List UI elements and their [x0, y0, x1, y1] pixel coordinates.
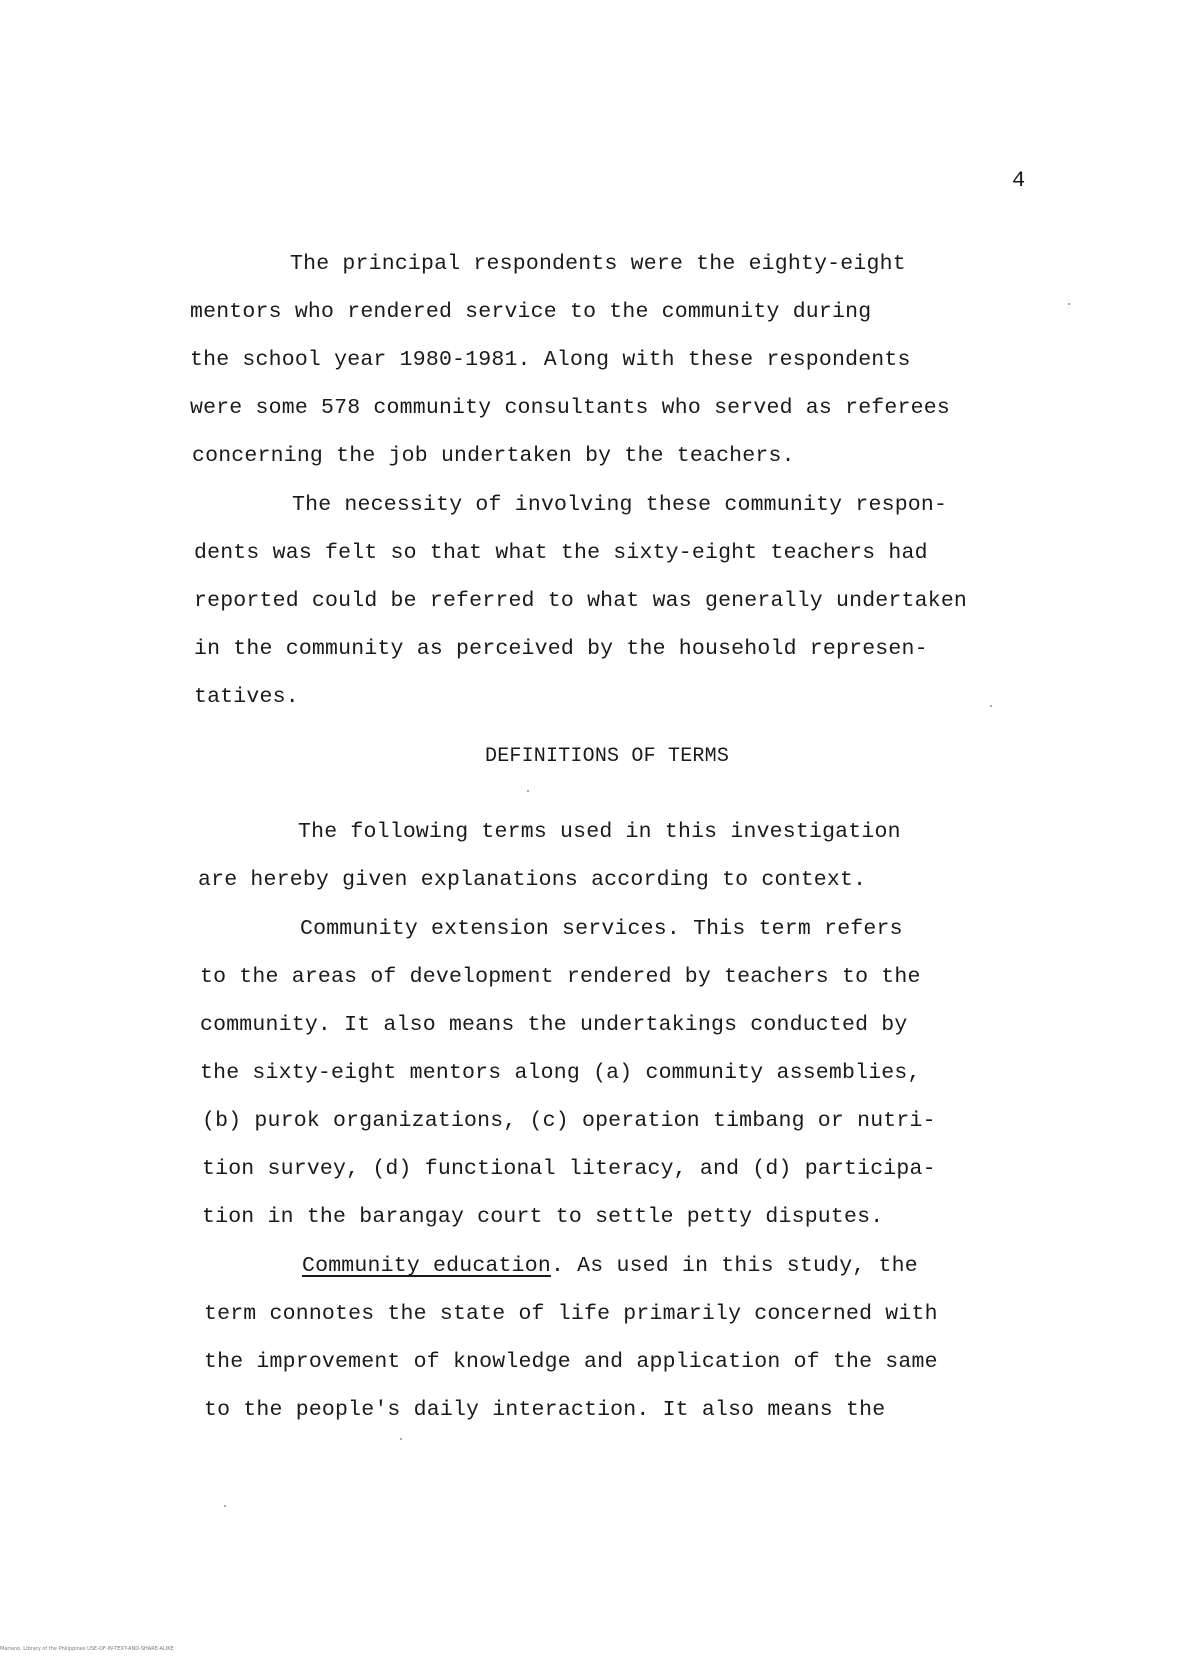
paragraph-2-line-4: in the community as perceived by the household represen-: [194, 637, 928, 661]
page-number: 4: [1012, 168, 1026, 193]
scan-speck: [224, 1505, 226, 1507]
definition-education-line-4: to the people's daily interaction. It also means the: [204, 1398, 886, 1422]
definition-extension-line-6: tion survey, (d) functional literacy, and (d) participa-: [202, 1157, 936, 1181]
definition-extension-first-line: [300, 917, 903, 941]
scan-speck: [527, 790, 529, 792]
paragraph-1-line-3: the school year 1980-1981. Along with these respondents: [190, 348, 911, 372]
term-community-education: Community education: [302, 1254, 551, 1278]
paragraph-1-line-1: The principal respondents were the eighty-eight: [290, 252, 906, 276]
definition-extension-line-7: tion in the barangay court to settle petty disputes.: [202, 1205, 884, 1229]
definitions-intro-line-2: are hereby given explanations according to context.: [198, 868, 867, 892]
definition-extension-line-4: the sixty-eight mentors along (a) community assemblies,: [200, 1061, 921, 1085]
paragraph-2-line-5: tatives.: [194, 685, 299, 709]
paragraph-2-line-2: dents was felt so that what the sixty-eight teachers had: [194, 541, 928, 565]
paragraph-2-line-3: reported could be referred to what was generally undertaken: [194, 589, 968, 613]
definition-education-line-3: the improvement of knowledge and application of the same: [204, 1350, 938, 1374]
paragraph-1-line-5: concerning the job undertaken by the teachers.: [192, 444, 795, 468]
paragraph-1-line-4: were some 578 community consultants who served as referees: [190, 396, 950, 420]
scan-speck: [990, 705, 992, 707]
paragraph-1-line-2: mentors who rendered service to the community during: [190, 300, 872, 324]
scan-speck: [1068, 303, 1070, 305]
section-heading: DEFINITIONS OF TERMS: [485, 745, 730, 768]
definition-extension-line-3: community. It also means the undertakings conducted by: [200, 1013, 908, 1037]
definition-extension-line-2: to the areas of development rendered by teachers to the: [200, 965, 921, 989]
definition-education-first-line-rest: . As used in this study, the: [550, 1254, 918, 1278]
definition-education-line-2: term connotes the state of life primarily concerned with: [204, 1302, 938, 1326]
definition-extension-line-5: (b) purok organizations, (c) operation timbang or nutri-: [202, 1109, 936, 1133]
footer-attribution: Mariano, Library of the Philippines USE-OF-IN-TEXT-AND-SHARE-ALIKE: [0, 1646, 174, 1652]
term-community-extension-services: Community extension services.: [300, 917, 680, 941]
definitions-intro-line-1: The following terms used in this investigation: [298, 820, 901, 844]
paragraph-2-line-1: The necessity of involving these community respon-: [292, 493, 948, 517]
definition-extension-first-line-rest: This term refers: [679, 917, 903, 941]
definition-education-first-line: [302, 1254, 918, 1278]
scan-speck: [400, 1438, 402, 1440]
